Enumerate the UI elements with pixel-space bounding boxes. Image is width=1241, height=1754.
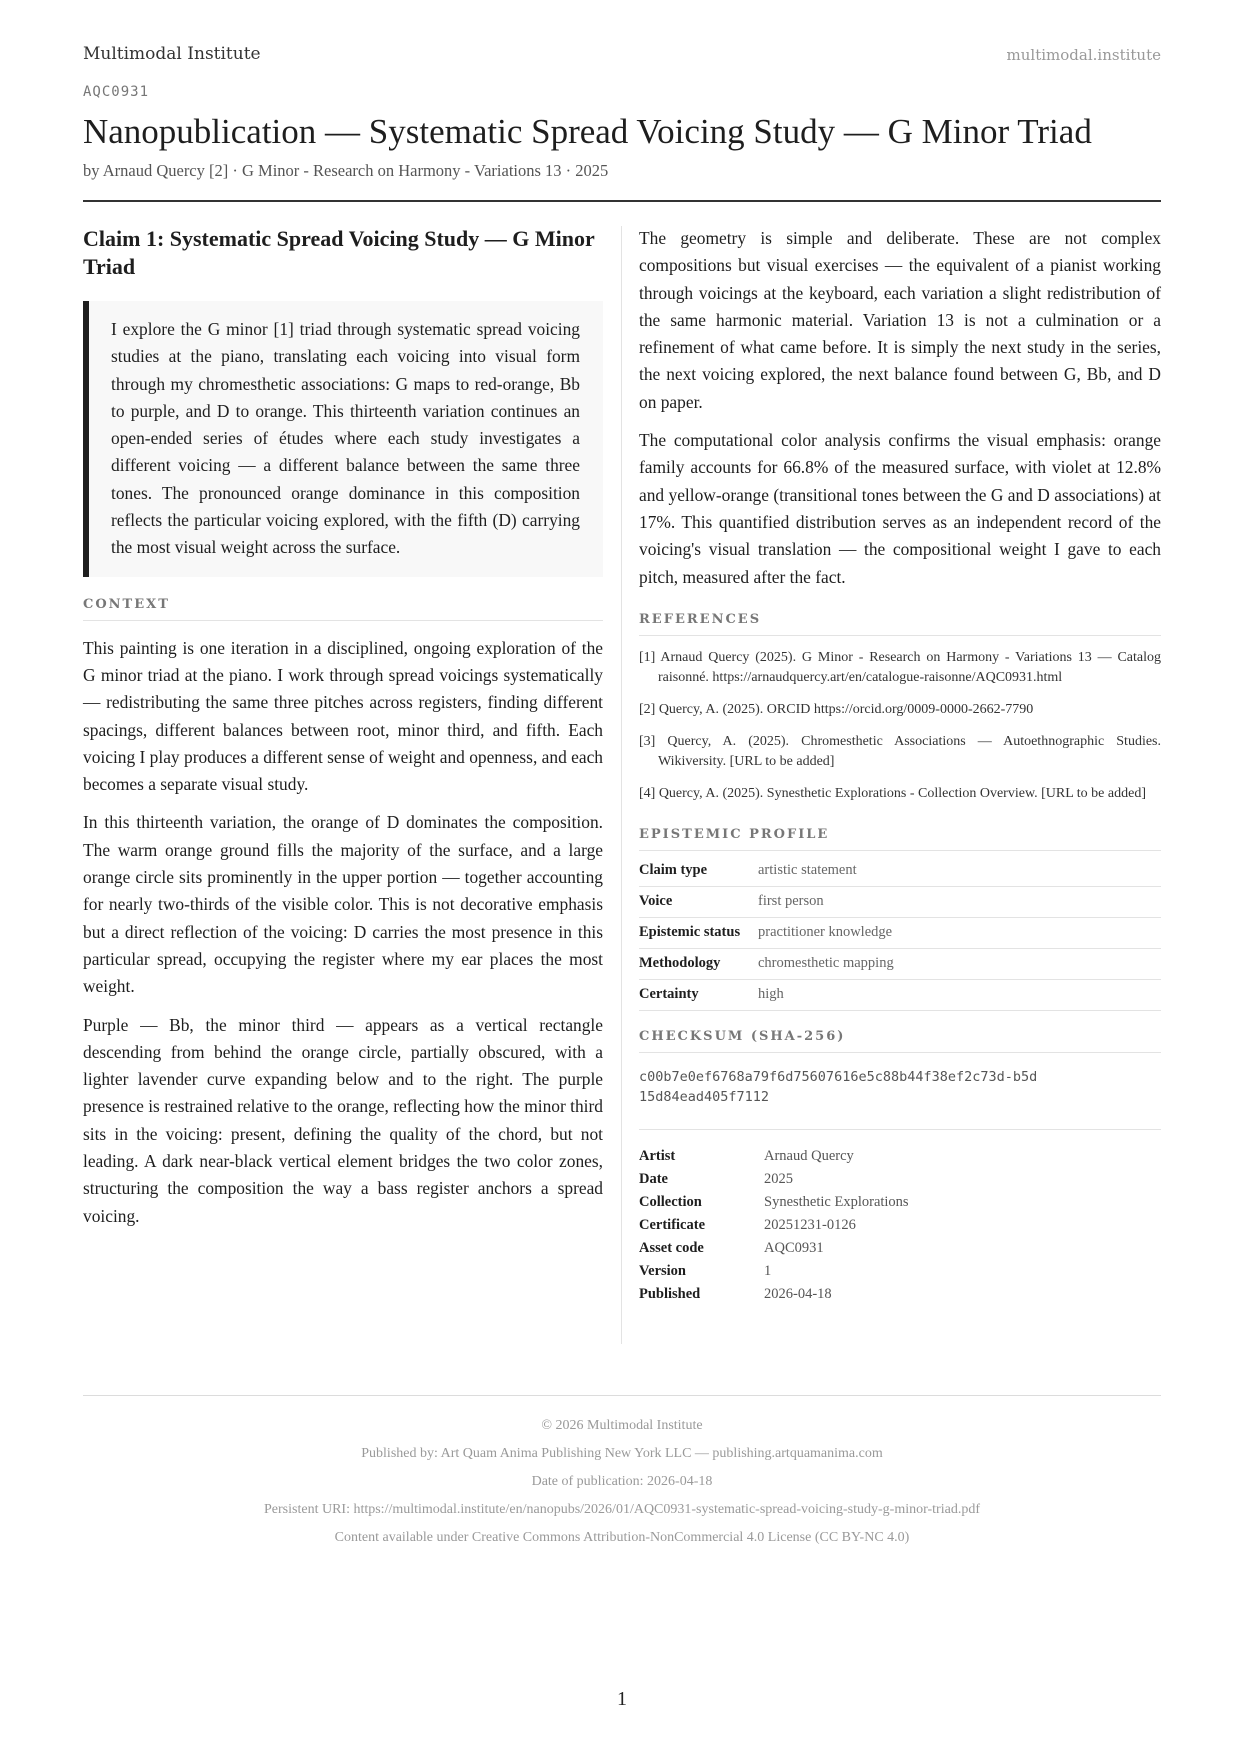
reference-item: [3] Quercy, A. (2025). Chromesthetic Associations — Autoethnographic Studies. Wikiversity. [URL to be added] (639, 733, 1161, 769)
footer-persistent-uri: Persistent URI: https://multimodal.institute/en/nanopubs/2026/01/AQC0931-systematic-spread-voicing-study-g-minor-triad.pdf (264, 1502, 980, 1517)
metadata-key: Published (639, 1285, 701, 1302)
table-row (639, 1237, 909, 1260)
header-divider (83, 200, 1161, 202)
metadata-value: 20251231-0126 (764, 1216, 856, 1233)
footer-divider (83, 1395, 1161, 1396)
page-header (83, 44, 1161, 68)
table-row (639, 979, 1161, 1010)
metadata-value: 1 (764, 1262, 772, 1279)
context-paragraph: Purple — Bb, the minor third — appears as a vertical rectangle descending from behind the orange circle, partially obscured, with a lighter lavender curve expanding below and to the right. The purple presence is restrained relative to the orange, reflecting how the minor third sits in the voicing: present, defining the quality of the chord, but not leading. A dark near-black vertical element bridges the two color zones, structuring the composition the way a bass register anchors a spread voicing. (83, 1014, 603, 1226)
profile-key: Voice (639, 886, 758, 917)
profile-value: high (758, 979, 1161, 1010)
context-heading: CONTEXT (83, 597, 603, 621)
metadata-value: Synesthetic Explorations (764, 1193, 909, 1210)
metadata-key: Artist (639, 1147, 676, 1164)
table-row (639, 1260, 909, 1283)
reference-item: [2] Quercy, A. (2025). ORCID https://orcid.org/0009-0000-2662-7790 (639, 701, 1034, 717)
claim-blockquote: I explore the G minor [1] triad through systematic spread voicing studies at the piano, translating each voicing into visual form through my chromesthetic associations: G maps to red-orange, Bb to purple, and D to orange. This thirteenth variation continues an open-ended series of études where each study investigates a different voicing — a different balance between the same three tones. The pronounced orange dominance in this composition reflects the particular voicing explored, with the fifth (D) carrying the most visual weight across the surface. (83, 301, 603, 577)
references-heading: REFERENCES (639, 612, 1161, 636)
context-paragraph: This painting is one iteration in a disciplined, ongoing exploration of the G minor triad at the piano. I work through spread voicings systematically — redistributing the same three pitches across registers, finding different spacings, different balances between root, minor third, and fifth. Each voicing I play produces a different sense of weight and openness, and each becomes a separate visual study. (83, 637, 603, 795)
checksum-value: c00b7e0ef6768a79f6d75607616e5c88b44f38ef2c73d-b5d15d84ead405f7112 (639, 1068, 1038, 1105)
reference-item: [1] Arnaud Quercy (2025). G Minor - Research on Harmony - Variations 13 — Catalog raisonné. https://arnaudquercy.art/en/catalogue-raisonne/AQC0931.html (639, 649, 1161, 685)
column-divider (621, 226, 622, 1344)
profile-value: chromesthetic mapping (758, 948, 1161, 979)
profile-value: practitioner knowledge (758, 917, 1161, 948)
references-list (639, 648, 1161, 804)
profile-key: Claim type (639, 856, 758, 887)
right-column (639, 225, 1161, 1306)
metadata-value: 2025 (764, 1170, 793, 1187)
metadata-divider (639, 1129, 1161, 1130)
table-row (639, 886, 1161, 917)
profile-value: artistic statement (758, 856, 1161, 887)
epistemic-profile-heading: EPISTEMIC PROFILE (639, 827, 1161, 851)
institute-domain: multimodal.institute (1006, 46, 1161, 64)
table-row (639, 1191, 909, 1214)
metadata-value: AQC0931 (764, 1239, 824, 1256)
footer-copyright: © 2026 Multimodal Institute (541, 1418, 703, 1433)
metadata-key: Date (639, 1170, 668, 1187)
body-paragraph: The geometry is simple and deliberate. These are not complex compositions but visual exercises — the equivalent of a pianist working through voicings at the keyboard, each variation a slight redistribution of the same harmonic material. Variation 13 is not a culmination or a refinement of what came before. It is simply the next study in the series, the next voicing explored, the next balance found between G, Bb, and D on paper. (639, 228, 1161, 412)
metadata-key: Certificate (639, 1216, 706, 1233)
page-footer (83, 1412, 1161, 1552)
metadata-key: Asset code (639, 1239, 704, 1256)
asset-code: AQC0931 (83, 84, 150, 100)
table-row (639, 1145, 909, 1168)
byline: by Arnaud Quercy [2] · G Minor - Research on Harmony - Variations 13 · 2025 (83, 161, 609, 180)
footer-publication-date: Date of publication: 2026-04-18 (531, 1474, 713, 1489)
epistemic-profile-table (639, 856, 1161, 1011)
page-title: Nanopublication — Systematic Spread Voicing Study — G Minor Triad (83, 112, 1092, 151)
footer-license: Content available under Creative Commons Attribution-NonCommercial 4.0 License (CC BY-NC 4.0) (334, 1530, 910, 1545)
metadata-value: Arnaud Quercy (764, 1147, 854, 1164)
table-row (639, 1168, 909, 1191)
institute-name: Multimodal Institute (83, 44, 261, 64)
table-row (639, 856, 1161, 887)
claim-title: Claim 1: Systematic Spread Voicing Study — G Minor Triad (83, 226, 595, 279)
table-row (639, 917, 1161, 948)
metadata-key: Collection (639, 1193, 702, 1210)
reference-item: [4] Quercy, A. (2025). Synesthetic Explorations - Collection Overview. [URL to be added] (639, 785, 1146, 801)
checksum-heading: CHECKSUM (SHA-256) (639, 1029, 1161, 1053)
table-row (639, 948, 1161, 979)
footer-publisher: Published by: Art Quam Anima Publishing New York LLC — publishing.artquamanima.com (361, 1446, 883, 1461)
profile-key: Methodology (639, 948, 758, 979)
profile-value: first person (758, 886, 1161, 917)
page-number: 1 (617, 1688, 627, 1710)
body-paragraph: The computational color analysis confirms the visual emphasis: orange family accounts for 66.8% of the measured surface, with violet at 12.8% and yellow-orange (transitional tones between the G and D associations) at 17%. This quantified distribution serves as an independent record of the voicing's visual translation — the compositional weight I gave to each pitch, measured after the fact. (639, 430, 1161, 587)
table-row (639, 1283, 909, 1306)
context-paragraph: In this thirteenth variation, the orange of D dominates the composition. The warm orange ground fills the majority of the surface, and a large orange circle sits prominently in the upper portion — together accounting for nearly two-thirds of the visible color. This is not decorative emphasis but a direct reflection of the voicing: D carries the most presence in this particular spread, occupying the register where my ear places the most weight. (83, 812, 603, 997)
metadata-table (639, 1145, 909, 1306)
metadata-key: Version (639, 1262, 686, 1279)
metadata-value: 2026-04-18 (764, 1285, 832, 1302)
profile-key: Epistemic status (639, 917, 758, 948)
left-column (83, 225, 603, 1230)
table-row (639, 1214, 909, 1237)
profile-key: Certainty (639, 979, 758, 1010)
document-page (83, 0, 1161, 1754)
